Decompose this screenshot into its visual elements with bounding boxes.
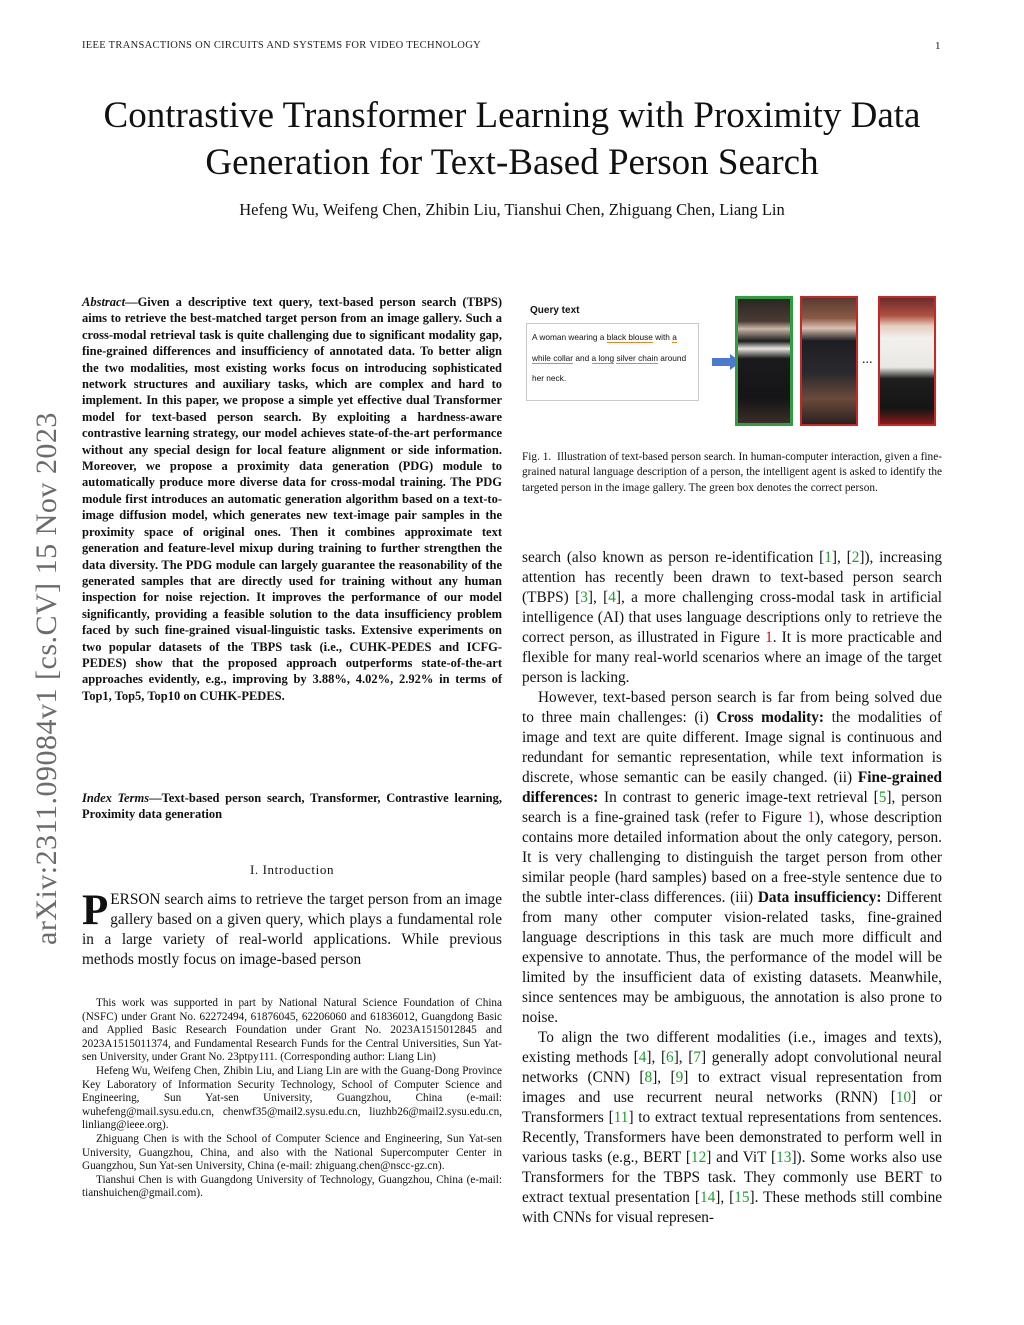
paragraph xyxy=(522,548,942,688)
citation-link[interactable]: 3 xyxy=(580,589,588,606)
abstract xyxy=(82,294,502,704)
citation-link[interactable]: 15 xyxy=(734,1189,750,1206)
citation-link[interactable]: 8 xyxy=(644,1069,653,1086)
text-run: search (also known as person re-identification [ xyxy=(522,549,825,566)
footnote-affiliation-2: Zhiguang Chen is with the School of Computer Science and Engineering, Sun Yat-sen University, Guangzhou, China, and also with the National Supercomputer Center in Guangzhou, Sun Yat-sen University, China (e-mail: zhiguang.chen@nscc-gz.cn). xyxy=(82,1132,502,1173)
citation-link[interactable]: 13 xyxy=(776,1149,792,1166)
text-run: In contrast to generic image-text retrieval [ xyxy=(598,789,879,806)
footnote-funding: This work was supported in part by National Natural Science Foundation of China (NSFC) under Grant No. 62272494, 61876045, 62206060 and 61836012, Guangdong Basic and Applied Basic Research Foundation under Grant No. 2023A1515012845 and 2023A1515011374, and Fundamental Research Funds for the Central Universities, Sun Yat-sen University, under Grant No. 23ptpy111. (Corresponding author: Liang Lin) xyxy=(82,997,502,1064)
index-terms-label: Index Terms xyxy=(82,791,150,805)
arxiv-stamp-text: arXiv:2311.09084v1 [cs.CV] 15 Nov 2023 xyxy=(30,412,63,945)
figure-caption xyxy=(522,450,942,496)
arxiv-stamp xyxy=(26,345,64,945)
citation-link[interactable]: 9 xyxy=(675,1069,684,1086)
text-run: ]. These methods still combine with CNNs for visual represen- xyxy=(522,1189,943,1226)
text-run: ], [ xyxy=(831,549,852,566)
ellipsis: ... xyxy=(862,352,873,367)
query-phrase-underlined: a while collar xyxy=(532,332,677,363)
caption-label: Fig. 1. xyxy=(522,451,552,463)
text-run: ] to extract visual representation from images and use recurrent neural networks (RNN) [ xyxy=(522,1069,942,1106)
citation-link[interactable]: 1 xyxy=(824,549,832,566)
query-label: Query text xyxy=(530,305,580,316)
query-phrase-underlined: a long xyxy=(591,352,615,363)
text-run: ], [ xyxy=(715,1189,735,1206)
text-run: ]). Some works also use Transformers for the TBPS task. They commonly use BERT to extract textual presentation [ xyxy=(522,1149,943,1206)
section-heading: I. Introduction xyxy=(249,862,335,877)
gallery-image-wrong xyxy=(800,296,858,426)
query-phrase-underlined: silver chain xyxy=(616,352,658,363)
citation-link[interactable]: 11 xyxy=(613,1109,629,1126)
citation-link[interactable]: 4 xyxy=(608,589,616,606)
footnote-affiliation-1: Hefeng Wu, Weifeng Chen, Zhibin Liu, and Liang Lin are with the Guang-Dong Province Key Laboratory of Information Security Technology, School of Computer Science and Engineering, Sun Yat-sen University, Guangzhou, China (e-mail: wuhefeng@mail.sysu.edu.cn, chenwf35@mail2.sysu.edu.cn, liuzhb26@mail2.sysu.edu.cn, linliang@ieee.org). xyxy=(82,1064,502,1132)
citation-link[interactable]: 10 xyxy=(895,1089,912,1106)
query-part: and xyxy=(573,352,592,363)
bold-term: Data insufficiency: xyxy=(757,889,882,906)
right-column-text xyxy=(522,548,942,1228)
figure-1 xyxy=(522,292,946,437)
page-number: 1 xyxy=(935,40,941,52)
text-run: ] generally adopt convolutional neural networks (CNN) [ xyxy=(522,1049,943,1086)
query-part: A woman wearing a xyxy=(532,332,607,342)
text-run: ], [ xyxy=(673,1049,694,1066)
figure-link[interactable]: 1 xyxy=(765,629,773,646)
footnotes xyxy=(82,997,502,1201)
gallery-image-wrong xyxy=(878,296,936,426)
text-run: ), whose description contains more detailed information about the only category, person. It is very challenging to distinguish the target person from other similar people (hard samples) based on a free-style sentence due to the subtle inter-class differences. (iii) xyxy=(522,809,943,906)
citation-link[interactable]: 2 xyxy=(851,549,860,566)
drop-cap: P xyxy=(82,887,109,934)
citation-link[interactable]: 7 xyxy=(693,1049,702,1066)
paragraph xyxy=(522,688,942,1028)
citation-link[interactable]: 6 xyxy=(666,1049,674,1066)
gallery-image-correct xyxy=(735,296,793,426)
text-run: ], [ xyxy=(646,1049,667,1066)
citation-link[interactable]: 12 xyxy=(690,1149,707,1166)
running-header: IEEE TRANSACTIONS ON CIRCUITS AND SYSTEMS FOR VIDEO TECHNOLOGY xyxy=(82,40,481,51)
citation-link[interactable]: 14 xyxy=(699,1189,716,1206)
query-panel xyxy=(522,292,703,402)
figure-link[interactable]: 1 xyxy=(807,809,815,826)
caption-text: Illustration of text-based person search. In human-computer interaction, given a fine-grained natural language description of a person, the intelligent agent is asked to identify the targeted person in the image gallery. The green box denotes the correct person. xyxy=(522,451,942,494)
text-run: ] to extract textual representations from sentences. Recently, Transformers have been demonstrated to perform well in various tasks (e.g., BERT [ xyxy=(522,1109,942,1166)
footnote-affiliation-3: Tianshui Chen is with Guangdong University of Technology, Guangzhou, China (e-mail: tianshuichen@gmail.com). xyxy=(82,1173,502,1200)
bold-term: Fine-grained differences: xyxy=(522,769,942,806)
abstract-text: —Given a descriptive text query, text-based person search (TBPS) aims to retrieve the best-matched target person from an image gallery. Such a cross-modal retrieval task is quite challenging due to significant modality gap, fine-grained differences and insufficiency of annotated data. To better align the two modalities, most existing works focus on introducing sophisticated network structures and auxiliary tasks, which are complex and hard to implement. In this paper, we propose a simple yet effective dual Transformer model for text-based person search. By exploiting a hardness-aware contrastive learning strategy, our model achieves state-of-the-art performance without any special design for local feature alignment or side information. Moreover, we propose a proximity data generation (PDG) module to automatically produce more diverse data for cross-modal training. The PDG module first introduces an automatic generation algorithm based on a text-to-image diffusion model, which generates new text-image pair samples in the proximity space of original ones. Then it combines approximate text generation and feature-level mixup during training to further strengthen the data diversity. The PDG module can largely guarantee the reasonability of the generated samples that are directly used for training without any human inspection for noise rejection. It improves the performance of our model significantly, providing a feasible solution to the data insufficiency problem faced by such fine-grained visual-linguistic tasks. Extensive experiments on two popular datasets of the TBPS task (i.e., CUHK-PEDES and ICFG-PEDES) show that the proposed approach outperforms state-of-the-art approaches evidently, e.g., improving by 3.88%, 4.02%, 2.92% in terms of Top1, Top5, Top10 on CUHK-PEDES. xyxy=(82,295,502,703)
text-run: ], [ xyxy=(652,1069,676,1086)
intro-text: search aims to retrieve the target person from an image gallery based on a given query, which plays a fundamental role in a large variety of real-world applications. While previous methods mostly focus on image-based person xyxy=(82,891,502,968)
text-run: ], a more challenging cross-modal task in artificial intelligence (AI) that uses language descriptions only to retrieve the correct person, as illustrated in Figure xyxy=(522,589,942,646)
intro-lead: ERSON xyxy=(110,891,161,908)
text-run: However, text-based person search is far from being solved due to three main challenges: (i) xyxy=(522,689,942,726)
citation-link[interactable]: 5 xyxy=(878,789,887,806)
paper-title: Contrastive Transformer Learning with Proximity Data Generation for Text-Based Person Search xyxy=(103,95,921,183)
index-terms-text: —Text-based person search, Transformer, Contrastive learning, Proximity data generation xyxy=(82,791,502,822)
bold-term: Cross modality: xyxy=(716,709,824,726)
abstract-label: Abstract xyxy=(82,295,126,309)
text-run: To align the two different modalities (i.e., images and texts), existing methods [ xyxy=(522,1029,942,1066)
citation-link[interactable]: 4 xyxy=(638,1049,647,1066)
text-run: Different from many other computer vision-related tasks, fine-grained language descriptions in this task are much more difficult and expensive to annotate. Thus, the performance of the model will be limited by the insufficient data of existing datasets. Meanwhile, since sentences may be ambiguous, the annotation is also prone to noise. xyxy=(522,889,942,1026)
text-run: ] and ViT [ xyxy=(706,1149,777,1166)
text-run: the modalities of image and text are quite different. Image signal is continuous and redundant for semantic representation, while text information is discrete, whose semantic can be easily changed. (ii) xyxy=(522,709,942,786)
paragraph xyxy=(522,1028,942,1228)
text-run: . It is more practicable and flexible for many real-world scenarios where an image of the target person is lacking. xyxy=(522,629,942,686)
query-text-box xyxy=(526,323,699,401)
text-run: ], [ xyxy=(587,589,609,606)
intro-paragraph xyxy=(82,887,502,970)
text-run: ]), increasing attention has recently been drawn to text-based person search (TBPS) [ xyxy=(522,549,942,606)
index-terms xyxy=(82,790,502,823)
text-run: ] or Transformers [ xyxy=(522,1089,942,1126)
author-list: Hefeng Wu, Weifeng Chen, Zhibin Liu, Tianshui Chen, Zhiguang Chen, Liang Lin xyxy=(239,200,785,219)
query-part: with xyxy=(652,332,673,342)
query-part: around her neck. xyxy=(532,352,687,383)
text-run: ], person search is a fine-grained task (refer to Figure xyxy=(522,789,942,826)
query-phrase-underlined: black blouse xyxy=(606,332,653,342)
